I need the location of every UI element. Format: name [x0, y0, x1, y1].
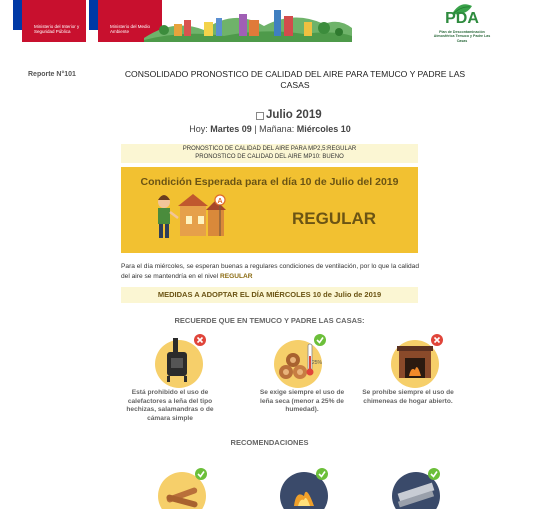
medidas-heading: MEDIDAS A ADOPTAR EL DÍA MIÉRCOLES 10 de Julio de 2019	[121, 287, 418, 303]
measure-fireplace	[389, 332, 447, 395]
today-label: Hoy:	[189, 124, 208, 134]
forecast-mp10: PRONOSTICO DE CALIDAD DEL AIRE MP10: BUENO	[195, 153, 344, 160]
measure-fireplace-caption: Se prohíbe siempre el uso de chimeneas de hogar abierto.	[362, 389, 454, 405]
measure-dry-wood	[272, 332, 330, 395]
dates-line: Hoy: Martes 09 | Mañana: Miércoles 10	[189, 124, 351, 134]
stove-pipe-recommendation-icon	[390, 466, 448, 509]
recuerde-heading: RECUERDE QUE EN TEMUCO Y PADRE LAS CASAS:	[174, 316, 365, 325]
condition-level: REGULAR	[292, 209, 377, 228]
tomorrow-label: Mañana:	[259, 124, 295, 134]
forecast-mp25: PRONOSTICO DE CALIDAD DEL AIRE PARA MP2,5:REGULAR	[182, 146, 357, 152]
logo-ministerio-ambiente-text: Ministerio del Medio Ambiente	[110, 24, 151, 35]
recomendaciones-heading: RECOMENDACIONES	[230, 438, 309, 447]
logo-ministerio-interior	[13, 0, 86, 42]
allowed-badge-icon	[314, 334, 326, 346]
woman-with-houses-illustration	[150, 188, 240, 244]
tomorrow-value: Miércoles 10	[296, 124, 351, 134]
month-year: Julio 2019	[266, 109, 322, 121]
city-banner-illustration	[144, 0, 352, 42]
measure-dry-wood-caption: Se exige siempre el uso de leña seca (menor a 25% de humedad).	[259, 389, 345, 414]
forecast-paragraph	[121, 262, 421, 281]
measure-stove-caption: Está prohibido el uso de calefactores a leña del tipo hechizas, salamandras o de cámara simple	[126, 389, 214, 423]
today-value: Martes 09	[210, 124, 252, 134]
humidity-badge: 25%	[312, 360, 323, 366]
forecast-paragraph-text: Para el día miércoles, se esperan buenas a regulares condiciones de ventilación, por lo que la calidad del aire se mantendría en el nivel	[121, 263, 420, 280]
pda-logo-caption: Plan de Descontaminación Atmosférica Temuco y Padre Las Casas	[433, 30, 491, 43]
measure-stove	[153, 332, 211, 395]
pda-logo	[432, 0, 492, 45]
calendar-icon	[256, 112, 264, 120]
svg-text:A: A	[217, 198, 223, 205]
dry-wood-icon	[272, 332, 330, 390]
fireplace-icon	[389, 332, 447, 390]
report-number: Reporte N°101	[28, 71, 76, 78]
stove-icon	[153, 332, 211, 390]
fire-recommendation-icon	[278, 466, 336, 509]
pda-logo-text: PDA	[445, 10, 479, 27]
forecast-paragraph-level: REGULAR	[219, 272, 253, 280]
report-title: CONSOLIDADO PRONOSTICO DE CALIDAD DEL AIRE PARA TEMUCO Y PADRE LAS CASAS	[124, 69, 466, 90]
logo-ministerio-interior-text: Ministerio del Interior y Seguridad Pública	[34, 24, 80, 35]
forecast-summary	[121, 144, 418, 163]
condition-title: Condición Esperada para el día 10 de Julio del 2019	[140, 176, 399, 188]
firewood-recommendation-icon	[156, 466, 214, 509]
